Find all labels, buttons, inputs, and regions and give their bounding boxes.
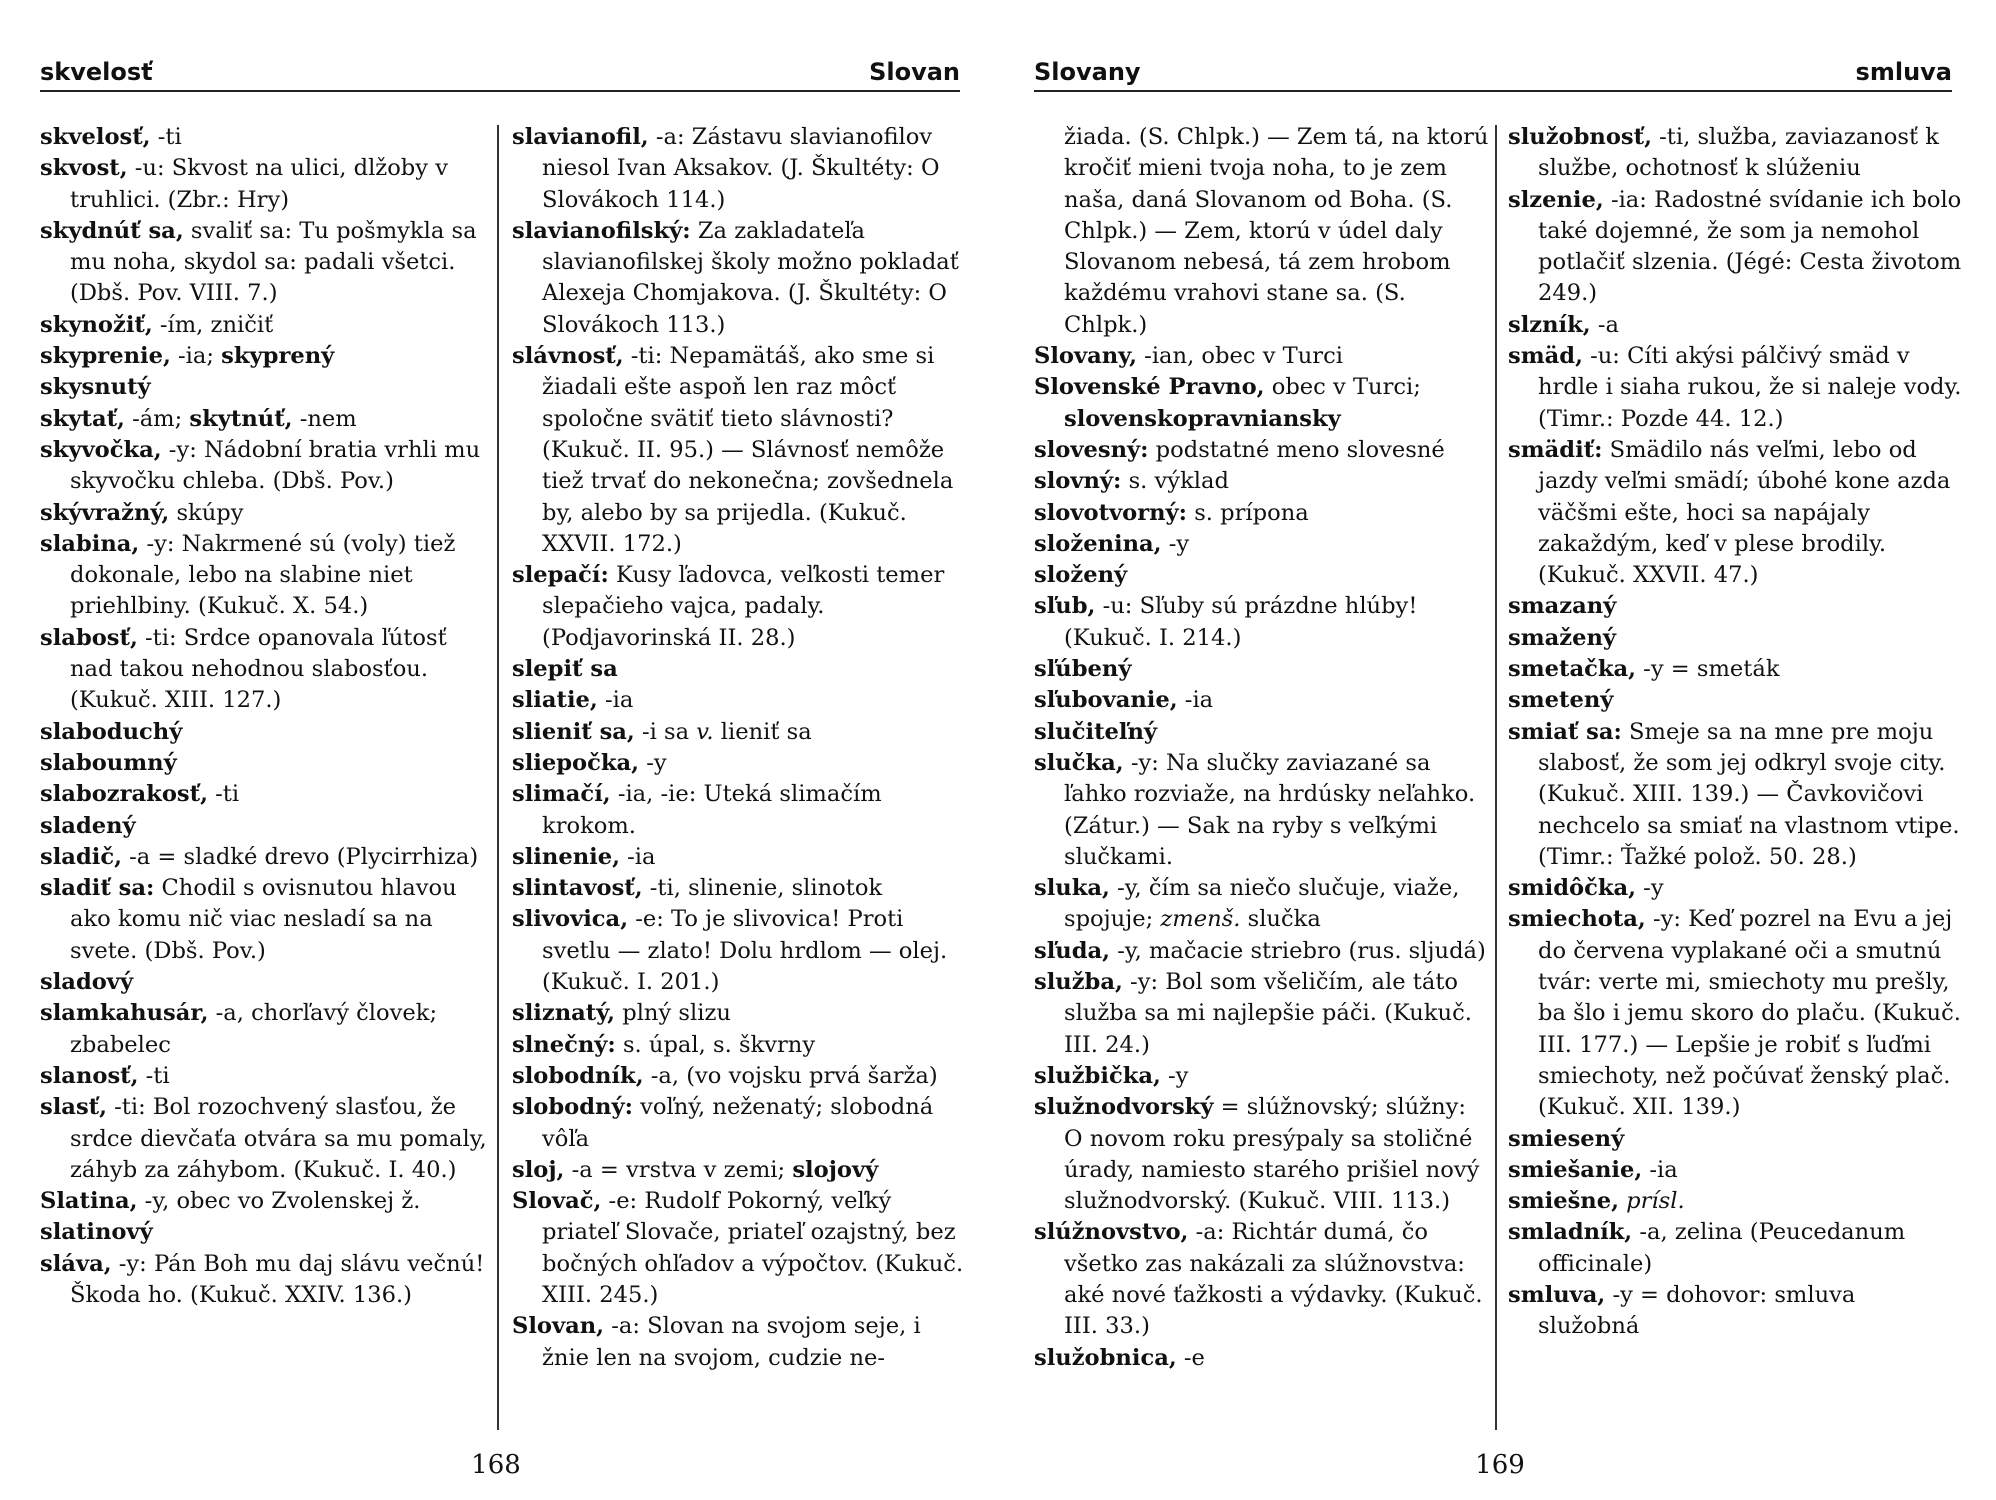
entry-text: -e: To je slivovica! Proti svetlu — zlato! Dolu hrdlom — olej. (Kukuč. I. 201.) (542, 906, 948, 996)
left-page-column-2 (512, 122, 967, 1374)
headword: slzník, (1508, 311, 1591, 338)
dictionary-entry (1508, 623, 1963, 654)
headword: Slovač, (512, 1188, 602, 1215)
entry-text: -e: Rudolf Pokorný, veľký priateľ Slovače, priateľ ozajstný, bez bočných ohľadov a výpočtov. (Kukuč. XIII. 245.) (542, 1188, 964, 1308)
right-page-column-2 (1508, 122, 1963, 1343)
dictionary-entry (512, 904, 967, 998)
entry-text: lieniť sa (713, 718, 812, 745)
entry-text: plný slizu (615, 1000, 731, 1027)
entry-text: obec v Turci; (1264, 374, 1421, 401)
headword: skydnúť sa, (40, 217, 184, 244)
headword: smluva, (1508, 1281, 1606, 1308)
entry-text: Smädilo nás veľmi, lebo od jazdy veľmi smädí; úbohé kone azda väčšmi ešte, hoci sa napájaly zakaždým, keď v plese brodily. (Kukuč. XXVII. 47.) (1538, 436, 1951, 589)
entry-text: žiada. (S. Chlpk.) — Zem tá, na ktorú kročiť mieni tvoja noha, to je zem naša, daná Slovanom od Boha. (S. Chlpk.) — Zem, ktorú v údel daly Slovanom nebesá, tá zem hrobom každému vrahovi stane sa. (S. Chlpk.) (1064, 124, 1489, 338)
dictionary-entry (1034, 873, 1489, 936)
dictionary-entry (512, 216, 967, 341)
headword: slzenie, (1508, 186, 1604, 213)
headword: smidôčka, (1508, 875, 1636, 902)
entry-text: -u: Sľuby sú prázdne hlúby! (Kukuč. I. 214.) (1064, 593, 1418, 651)
dictionary-entry (512, 1186, 967, 1311)
dictionary-entry (512, 748, 967, 779)
entry-text: -y: Keď pozrel na Evu a jej do červena vyplakané oči a smutnú tvár: verte mi, smiechoty mu prešly, ba šlo i jemu skoro do plaču. (Kukuč. III. 177.) — Lepšie je robiť s ľuďmi smiechoty, než počúvať ženský plač. (Kukuč. XII. 139.) (1538, 906, 1961, 1121)
headword: skyvočka, (40, 436, 162, 463)
entry-text: -a, chorľavý človek; zbabelec (70, 1000, 438, 1058)
headword: slučiteľný (1034, 718, 1158, 745)
headword: slamkahusár, (40, 1000, 209, 1027)
dictionary-entry (40, 1092, 495, 1186)
headword: skývražný, (40, 499, 170, 526)
entry-text: svaliť sa: Tu pošmykla sa mu noha, skydol sa: padali všetci. (Dbš. Pov. VIII. 7.) (70, 217, 477, 307)
headword: sľuda, (1034, 937, 1111, 964)
headword: smiechota, (1508, 906, 1646, 933)
running-head-left (40, 58, 960, 92)
headword: skynožiť, (40, 311, 153, 338)
headword: slepačí: (512, 562, 609, 589)
headword: slieniť sa, (512, 718, 635, 745)
dictionary-entry (1034, 591, 1489, 654)
headword: služba, (1034, 969, 1123, 996)
dictionary-entry (40, 341, 495, 372)
dictionary-entry (40, 498, 495, 529)
dictionary-entry (1034, 1092, 1489, 1217)
headword: skytnúť, (189, 405, 293, 432)
dictionary-entry (1034, 936, 1489, 967)
page-number: 168 (471, 1450, 521, 1480)
dictionary-entry (1508, 654, 1963, 685)
italic-label: v. (696, 718, 714, 745)
headword: slatinový (40, 1219, 153, 1246)
headword: sladový (40, 969, 134, 996)
entry-text: -y, mačacie striebro (rus. sljudá) (1110, 937, 1486, 964)
dictionary-entry (1508, 717, 1963, 873)
headword: slovesný: (1034, 436, 1149, 463)
entry-text: -ia (619, 843, 656, 870)
column-separator (497, 125, 499, 1430)
headword: slnečný: (512, 1031, 616, 1058)
dictionary-entry (40, 623, 495, 717)
dictionary-entry (512, 1061, 967, 1092)
headword: slaboduchý (40, 718, 183, 745)
headword: smetený (1508, 687, 1614, 714)
headword: smažený (1508, 624, 1617, 651)
headword: sliepočka, (512, 749, 640, 776)
dictionary-entry (512, 560, 967, 654)
dictionary-entry (1034, 529, 1489, 560)
dictionary-entry (1034, 498, 1489, 529)
headword: smazaný (1508, 593, 1617, 620)
dictionary-entry (1034, 435, 1489, 466)
dictionary-entry (40, 748, 495, 779)
entry-text: skúpy (169, 499, 244, 526)
headword: slovenskopravniansky (1064, 405, 1341, 432)
entry-text: -ia (597, 687, 634, 714)
entry-text: -y (1161, 530, 1190, 557)
entry-text: = slúžnovský; slúžny: O novom roku presýpaly sa stoličné úrady, namiesto starého prišiel nový služnodvorský. (Kukuč. VIII. 113.) (1064, 1094, 1480, 1215)
entry-text: -y, obec vo Zvolenskej ž. (137, 1188, 421, 1215)
dictionary-entry (1034, 1343, 1489, 1374)
headword: slučka, (1034, 749, 1124, 776)
headword: sladiť sa: (40, 875, 155, 902)
right-page-column-1 (1034, 122, 1489, 1374)
entry-text: -e (1176, 1344, 1205, 1371)
headword: sľub, (1034, 593, 1096, 620)
dictionary-entry (1508, 122, 1963, 185)
dictionary-entry (512, 998, 967, 1029)
entry-text: -ti (138, 1062, 170, 1089)
headword: slobodný: (512, 1094, 633, 1121)
dictionary-entry (1034, 654, 1489, 685)
headword: sliznatý, (512, 1000, 616, 1027)
entry-text: -ia: Radostné svídanie ich bolo také dojemné, že som ja nemohol potlačiť slzenia. (Jégé: Cesta životom 249.) (1538, 186, 1962, 307)
entry-text: -y: Pán Boh mu daj slávu večnú! Škoda ho. (Kukuč. XXIV. 136.) (70, 1250, 485, 1308)
dictionary-entry (40, 435, 495, 498)
dictionary-entry (40, 404, 495, 435)
headword: služobnica, (1034, 1344, 1177, 1371)
entry-text: -ti, slinenie, slinotok (642, 875, 883, 902)
headword: slivovica, (512, 906, 629, 933)
headword: složenina, (1034, 530, 1162, 557)
header-guide-word-first: Slovany (1034, 58, 1141, 86)
dictionary-entry (1034, 748, 1489, 873)
headword: Slovenské Pravno, (1034, 374, 1265, 401)
entry-text: -ia (1177, 687, 1214, 714)
headword: slúžnovstvo, (1034, 1219, 1189, 1246)
header-guide-word-last: smluva (1855, 58, 1952, 86)
headword: slovotvorný: (1034, 499, 1188, 526)
dictionary-entry (1508, 435, 1963, 591)
headword: slabina, (40, 530, 140, 557)
dictionary-entry (512, 873, 967, 904)
headword: skytať, (40, 405, 125, 432)
dictionary-entry (512, 779, 967, 842)
entry-text: -nem (292, 405, 357, 432)
entry-text: -ti (207, 781, 240, 808)
entry-text: s. prípona (1187, 499, 1309, 526)
headword: slabozrakosť, (40, 781, 208, 808)
headword: smäd, (1508, 343, 1583, 370)
headword: skysnutý (40, 374, 151, 401)
entry-text: -a (1590, 311, 1619, 338)
header-guide-word-last: Slovan (869, 58, 960, 86)
entry-text: -ti (150, 124, 182, 150)
entry-text: podstatné meno slovesné (1148, 436, 1445, 463)
dictionary-entry (1034, 967, 1489, 1061)
dictionary-entry (40, 811, 495, 842)
headword: slepiť sa (512, 656, 618, 683)
dictionary-entry (40, 1249, 495, 1312)
entry-text: Chodil s ovisnutou hlavou ako komu nič viac nesladí sa na svete. (Dbš. Pov.) (70, 875, 457, 964)
headword: sľubovanie, (1034, 687, 1178, 714)
entry-text: -ti: Srdce opanovala ľútosť nad takou nehodnou slabosťou. (Kukuč. XIII. 127.) (70, 624, 447, 714)
headword: sľúbený (1034, 656, 1132, 683)
entry-text: -a: Zástavu slavianofilov niesol Ivan Aksakov. (J. Škultéty: O Slovákoch 114.) (542, 124, 940, 213)
dictionary-entry (1508, 185, 1963, 310)
dictionary-entry (512, 1155, 967, 1186)
dictionary-entry (512, 1030, 967, 1061)
entry-text: voľný, neženatý; slobodná vôľa (542, 1094, 934, 1152)
dictionary-entry (40, 717, 495, 748)
dictionary-entry (1508, 904, 1963, 1123)
dictionary-entry (1034, 717, 1489, 748)
headword: Slovan, (512, 1313, 605, 1340)
dictionary-entry (40, 529, 495, 623)
entry-text: Za zakladateľa slavianofilskej školy možno pokladať Alexeja Chomjakova. (J. Škultéty: O Slovákoch 113.) (542, 217, 959, 338)
entry-text: -a = sladké drevo (Plycirrhiza) (121, 843, 479, 870)
headword: Slovany, (1034, 343, 1137, 370)
entry-text: -a: Slovan na svojom seje, i žnie len na svojom, cudzie ne- (542, 1313, 921, 1371)
entry-text: -y: Na slučky zaviazané sa ľahko rozviaže, na hrdúsky neľahko. (Zátur.) — Sak na ryby s veľkými slučkami. (1064, 749, 1476, 870)
headword: slávnosť, (512, 343, 624, 370)
dictionary-entry (1508, 1217, 1963, 1280)
dictionary-entry (40, 1186, 495, 1217)
entry-text: -y (1160, 1062, 1189, 1089)
entry-text: -ti: Nepamätáš, ako sme si žiadali ešte aspoň len raz môcť spoločne svätiť tieto slávnosti? (Kukuč. II. 95.) — Slávnosť nemôže tiež trvať do nekonečna; zovšednela by, alebo by sa prijedla. (Kukuč. XXVII. 172.) (542, 343, 954, 557)
dictionary-entry (512, 685, 967, 716)
dictionary-entry (1508, 310, 1963, 341)
dictionary-entry (40, 967, 495, 998)
dictionary-entry (40, 779, 495, 810)
entry-continuation (1034, 122, 1489, 341)
entry-text: -y (639, 749, 667, 776)
dictionary-entry (512, 842, 967, 873)
dictionary-entry (40, 372, 495, 403)
dictionary-entry (1508, 1155, 1963, 1186)
entry-text: -y, čím sa niečo slučuje, viaže, spojuje; (1064, 875, 1460, 933)
entry-text: -a, zelina (Peucedanum officinale) (1538, 1219, 1906, 1277)
dictionary-entry (1034, 685, 1489, 716)
headword: sliatie, (512, 687, 598, 714)
headword: slasť, (40, 1094, 107, 1121)
headword: sláva, (40, 1250, 112, 1277)
dictionary-entry (40, 310, 495, 341)
dictionary-entry (1034, 1217, 1489, 1342)
headword: smiešne, (1508, 1188, 1619, 1215)
dictionary-entry (1508, 1186, 1963, 1217)
entry-text: -ti: Bol rozochvený slasťou, že srdce dievčaťa otvára sa mu pomaly, záhyb za záhybom. (Kukuč. I. 40.) (70, 1094, 487, 1183)
entry-text: -y: Bol som všeličím, ale táto služba sa mi najlepšie páči. (Kukuč. III. 24.) (1064, 969, 1472, 1058)
headword: smiať sa: (1508, 718, 1622, 745)
headword: skvost, (40, 155, 128, 182)
headword: smädiť: (1508, 436, 1603, 463)
italic-label: zmenš. (1160, 906, 1241, 933)
dictionary-entry (512, 654, 967, 685)
entry-text: s. výklad (1121, 468, 1229, 495)
entry-text: s. úpal, s. škvrny (615, 1031, 816, 1058)
headword: slaboumný (40, 749, 177, 776)
italic-label: prísl. (1626, 1188, 1685, 1215)
dictionary-entry (40, 153, 495, 216)
entry-text: -a = vrstva v zemi; (564, 1156, 793, 1183)
dictionary-entry (512, 122, 967, 216)
page-number: 169 (1475, 1450, 1525, 1480)
dictionary-entry (1034, 341, 1489, 372)
entry-text: -y = smeták (1636, 656, 1780, 683)
dictionary-entry (512, 341, 967, 560)
headword: sloj, (512, 1156, 565, 1183)
headword: slinenie, (512, 843, 620, 870)
dictionary-entry (40, 873, 495, 967)
dictionary-entry (1034, 560, 1489, 591)
left-page-column-1 (40, 122, 495, 1311)
headword: slimačí, (512, 781, 611, 808)
dictionary-entry (512, 1311, 967, 1374)
entry-text: -ia, -ie: Uteká slimačím krokom. (542, 781, 882, 839)
entry-text: -y = dohovor: smluva služobná (1538, 1281, 1856, 1340)
entry-text: -ti, služba, zaviazanosť k službe, ochotnosť k slúženiu (1538, 124, 1939, 182)
headword: službička, (1034, 1062, 1161, 1089)
entry-text: Kusy ľadovca, veľkosti temer slepačieho vajca, padaly. (Podjavorinská II. 28.) (542, 562, 945, 651)
entry-text: Smeje sa na mne pre moju slabosť, že som jej odkryl svoje city. (Kukuč. XIII. 139.) — Čavkovičovi nechcelo sa smiať na vlastnom vtipe. (Timr.: Ťažké polož. 50. 28.) (1538, 718, 1960, 870)
headword: slabosť, (40, 624, 138, 651)
dictionary-entry (1508, 591, 1963, 622)
headword: slovný: (1034, 468, 1122, 495)
headword: smetačka, (1508, 656, 1636, 683)
dictionary-entry (40, 842, 495, 873)
header-guide-word-first: skvelosť (40, 58, 153, 86)
entry-text: -a, (vo vojsku prvá šarža) (643, 1062, 938, 1089)
dictionary-entry (1034, 372, 1489, 435)
headword: smiesený (1508, 1125, 1625, 1152)
headword: slojový (792, 1156, 879, 1183)
headword: složený (1034, 562, 1128, 589)
column-separator (1495, 125, 1497, 1430)
dictionary-entry (1508, 1280, 1963, 1343)
headword: skyprenie, (40, 343, 171, 370)
dictionary-entry (1508, 341, 1963, 435)
entry-text: -i sa (634, 718, 697, 745)
dictionary-entry (512, 717, 967, 748)
dictionary-entry (1034, 1061, 1489, 1092)
dictionary-entry (40, 216, 495, 310)
entry-text: -ia; (170, 343, 222, 370)
dictionary-entry (512, 1092, 967, 1155)
headword: služobnosť, (1508, 124, 1652, 150)
entry-text: -a: Richtár dumá, čo všetko zas nakázali za slúžnovstva: aké nové ťažkosti a výdavky. (Kukuč. III. 33.) (1064, 1219, 1483, 1340)
entry-text: -y: Nádobní bratia vrhli mu skyvočku chleba. (Dbš. Pov.) (70, 436, 481, 495)
entry-text: slučka (1240, 906, 1321, 933)
entry-text: -y (1636, 875, 1664, 902)
headword: slanosť, (40, 1062, 139, 1089)
headword: sladený (40, 812, 136, 839)
entry-text: -y: Nakrmené sú (voly) tiež dokonale, lebo na slabine niet priehlbiny. (Kukuč. X. 54.) (70, 530, 456, 620)
headword: slintavosť, (512, 875, 643, 902)
headword: služnodvorský (1034, 1094, 1214, 1121)
entry-text: -ia (1642, 1156, 1678, 1183)
right-page (998, 0, 1996, 1500)
headword: sluka, (1034, 875, 1110, 902)
dictionary-entry (40, 1061, 495, 1092)
headword: Slatina, (40, 1188, 138, 1215)
dictionary-entry (40, 1217, 495, 1248)
running-head-right (1034, 58, 1952, 92)
dictionary-entry (1034, 466, 1489, 497)
dictionary-entry (1508, 685, 1963, 716)
dictionary-entry (1508, 873, 1963, 904)
headword: sladič, (40, 843, 122, 870)
entry-text: -ám; (124, 405, 190, 432)
entry-text: -u: Cíti akýsi pálčivý smäd v hrdle i siaha rukou, že si naleje vody. (Timr.: Pozde 44. 12.) (1538, 343, 1962, 432)
headword: skvelosť, (40, 124, 151, 150)
entry-text: -ím, zničiť (152, 311, 274, 338)
dictionary-entry (40, 122, 495, 153)
headword: skyprený (221, 343, 335, 370)
headword: smiešanie, (1508, 1156, 1643, 1183)
headword: smladník, (1508, 1219, 1633, 1246)
headword: slobodník, (512, 1062, 644, 1089)
entry-text: -u: Skvost na ulici, dlžoby v truhlici. (Zbr.: Hry) (70, 155, 448, 213)
headword: slavianofil, (512, 124, 649, 150)
headword: slavianofilský: (512, 217, 691, 244)
entry-text: -ian, obec v Turci (1137, 343, 1343, 370)
dictionary-entry (40, 998, 495, 1061)
dictionary-entry (1508, 1124, 1963, 1155)
